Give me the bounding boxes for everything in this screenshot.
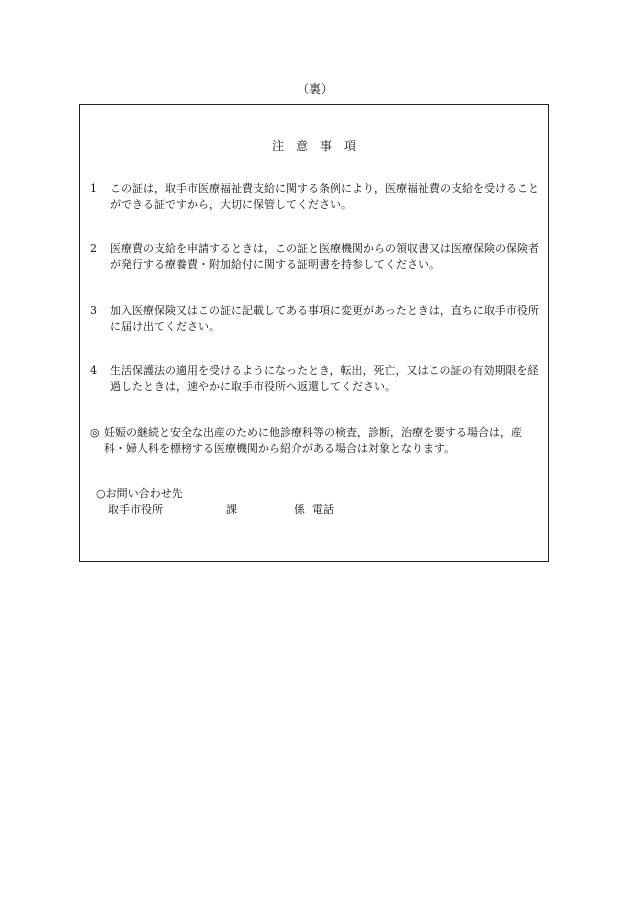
notice-heading: 注 意 事 項 [271, 139, 356, 153]
contact-office: 取手市役所 [108, 503, 163, 516]
side-label: （裏） [296, 82, 333, 96]
contact-section: 課 [226, 503, 237, 516]
item-number: 4 [90, 364, 97, 377]
contact-block [96, 486, 334, 518]
note-text: 妊娠の継続と安全な出産のために他診療科等の検査，診断，治療を要する場合は，産科・婦人科を標榜する医療機関から紹介がある場合は対象となります。 [104, 426, 522, 455]
item-number: 2 [90, 242, 97, 255]
item-text: 生活保護法の適用を受けるようになったとき，転出，死亡，又はこの証の有効期限を経過したときは，速やかに取手市役所へ返還してください。 [110, 364, 539, 393]
item-text: 加入医療保険又はこの証に記載してある事項に変更があったときは，直ちに取手市役所に届け出てください。 [110, 304, 539, 333]
notice-item [90, 241, 542, 273]
contact-phone: 電話 [312, 503, 334, 516]
item-number: 3 [90, 304, 97, 317]
note-mark: ◎ [90, 426, 100, 439]
pregnancy-note [90, 425, 542, 457]
contact-title: ○お問い合わせ先 [96, 487, 183, 500]
notice-item [90, 181, 542, 213]
notice-item [90, 363, 542, 395]
item-text: 医療費の支給を申請するときは，この証と医療機関からの領収書又は医療保険の保険者が発行する療養費・附加給付に関する証明書を持参してください。 [110, 242, 539, 271]
item-number: 1 [90, 182, 97, 195]
notice-box [79, 104, 549, 562]
contact-row [108, 502, 334, 518]
contact-subsection: 係 [294, 503, 305, 516]
notice-item [90, 303, 542, 335]
item-text: この証は，取手市医療福祉費支給に関する条例により，医療福祉費の支給を受けることができる証ですから，大切に保管してください。 [110, 182, 539, 211]
